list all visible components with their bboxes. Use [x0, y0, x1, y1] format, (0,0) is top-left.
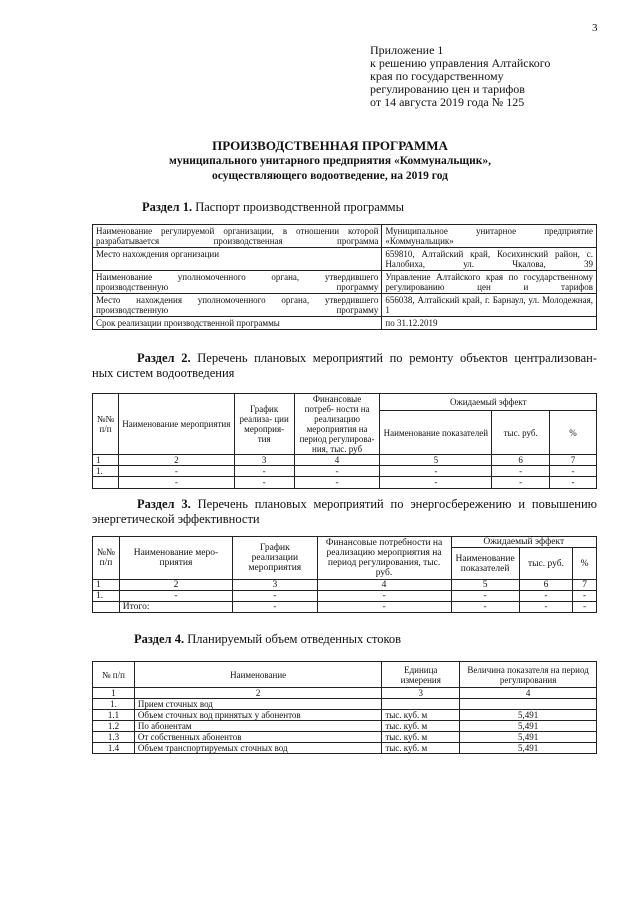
document-subtitle: осуществляющего водоотведение, на 2019 год	[212, 170, 448, 182]
table-cell: 5,491	[460, 721, 597, 732]
passport-field: Место нахождения уполномоченного органа, утвердившего производственную программу	[93, 294, 382, 317]
table-row	[93, 721, 597, 732]
section-title: энергетической эффективности	[92, 512, 260, 526]
column-header: Наименование меро- приятия	[119, 537, 232, 580]
section-label: Раздел 3.	[137, 497, 191, 511]
table-cell: -	[492, 466, 550, 477]
table-cell: -	[118, 477, 234, 489]
column-header: График реализа- ции мероприя- тия	[234, 394, 294, 455]
table-cell: 5	[451, 580, 519, 591]
table-cell: 4	[294, 455, 380, 466]
table-cell: 1.4	[93, 743, 135, 754]
section-label: Раздел 1.	[142, 200, 193, 214]
table-cell: -	[519, 602, 573, 613]
table-cell: 1.	[93, 699, 135, 710]
section-title: Перечень плановых мероприятий по энергосбережению и повышению	[197, 497, 598, 511]
column-header: Наименование мероприятия	[118, 394, 234, 455]
table-cell: 1.1	[93, 710, 135, 721]
appendix-line: регулированию цен и тарифов	[370, 82, 525, 96]
column-header: Наименование показателей	[451, 548, 519, 580]
page-number: 3	[592, 22, 598, 34]
table-cell: -	[451, 602, 519, 613]
table-cell: -	[573, 591, 597, 602]
appendix-line: от 14 августа 2019 года № 125	[370, 95, 525, 109]
table-cell: 5,491	[460, 710, 597, 721]
section-title: ных систем водоотведения	[92, 366, 235, 380]
table-cell: Прием сточных вод	[134, 699, 381, 710]
table-header-row	[93, 662, 597, 688]
table-index-row	[93, 455, 597, 466]
column-header: Ожидаемый эффект	[380, 394, 597, 411]
section-title: Планируемый объем отведенных стоков	[187, 632, 402, 646]
document-subtitle: муниципального унитарного предприятия «Коммунальщик»,	[169, 155, 491, 167]
table-cell: -	[294, 477, 380, 489]
column-header: №№ п/п	[93, 394, 119, 455]
table-cell: Объем сточных вод принятых у абонентов	[134, 710, 381, 721]
table-cell: -	[317, 602, 451, 613]
table-cell: -	[234, 466, 294, 477]
table-row	[93, 225, 597, 248]
table-cell: 7	[550, 455, 597, 466]
table-cell: По абонентам	[134, 721, 381, 732]
table-cell	[460, 699, 597, 710]
section-label: Раздел 4.	[134, 632, 185, 646]
table-cell: 1	[93, 580, 120, 591]
table-row	[93, 591, 597, 602]
table-cell: 6	[519, 580, 573, 591]
table-row	[93, 466, 597, 477]
column-header: №№ п/п	[93, 537, 120, 580]
column-header: Финансовые потреб- ности на реализацию мероприятия на период регулирова- ния, тыс. руб	[294, 394, 380, 455]
table-cell: -	[492, 477, 550, 489]
section-title: Паспорт производственной программы	[195, 200, 404, 214]
column-header: График реализации мероприятия	[233, 537, 317, 580]
passport-value: по 31.12.2019	[382, 317, 597, 330]
table-row	[93, 743, 597, 754]
table-index-row	[93, 688, 597, 699]
wastewater-volume-table	[92, 661, 597, 754]
passport-field: Наименование уполномоченного органа, утвердившего производственную программу	[93, 271, 382, 294]
column-header: Единица измерения	[382, 662, 460, 688]
appendix-line: края по государственному	[370, 69, 504, 83]
table-cell: -	[550, 466, 597, 477]
table-cell: 1.	[93, 466, 119, 477]
table-row	[93, 248, 597, 271]
table-cell: -	[119, 591, 232, 602]
table-cell: 2	[119, 580, 232, 591]
table-cell: 1.	[93, 591, 120, 602]
table-cell: 5,491	[460, 732, 597, 743]
repair-measures-table	[92, 393, 597, 489]
passport-field: Срок реализации производственной программы	[93, 317, 382, 330]
table-cell: Итого:	[119, 602, 232, 613]
section1-heading	[142, 200, 404, 215]
section-label: Раздел 2.	[137, 351, 191, 365]
table-cell	[93, 477, 119, 489]
table-cell: -	[451, 591, 519, 602]
table-row	[93, 602, 597, 613]
table-cell	[93, 602, 120, 613]
table-cell: 3	[234, 455, 294, 466]
section-title: Перечень плановых мероприятий по ремонту объектов централизован-	[197, 351, 597, 365]
table-cell	[382, 699, 460, 710]
passport-value: 659810, Алтайский край, Косихинский район, с. Налобиха, ул. Чкалова, 39	[382, 248, 597, 271]
table-cell: От собственных абонентов	[134, 732, 381, 743]
appendix-line: к решению управления Алтайского	[370, 56, 551, 70]
table-cell: -	[234, 477, 294, 489]
table-cell: тыс. куб. м	[382, 721, 460, 732]
column-header: № п/п	[93, 662, 135, 688]
column-header: тыс. руб.	[519, 548, 573, 580]
table-row	[93, 477, 597, 489]
column-header: %	[573, 548, 597, 580]
table-cell: 1	[93, 455, 119, 466]
table-cell: 1	[93, 688, 135, 699]
table-cell: -	[550, 477, 597, 489]
table-cell: -	[519, 591, 573, 602]
table-cell: 4	[317, 580, 451, 591]
table-index-row	[93, 580, 597, 591]
table-cell: тыс. куб. м	[382, 743, 460, 754]
appendix-line: Приложение 1	[370, 43, 444, 57]
passport-field: Место нахождения организации	[93, 248, 382, 271]
table-cell: тыс. куб. м	[382, 732, 460, 743]
table-cell: 5	[380, 455, 492, 466]
table-row	[93, 699, 597, 710]
table-cell: 2	[134, 688, 381, 699]
appendix-header	[370, 44, 550, 109]
energy-measures-table	[92, 536, 597, 613]
table-row	[93, 271, 597, 294]
passport-value: Муниципальное унитарное предприятие «Коммунальщик»	[382, 225, 597, 248]
column-header: Величина показателя на период регулирования	[460, 662, 597, 688]
table-row	[93, 710, 597, 721]
table-cell: 6	[492, 455, 550, 466]
table-cell: -	[294, 466, 380, 477]
column-header: тыс. руб.	[492, 411, 550, 455]
table-cell: -	[317, 591, 451, 602]
table-cell: -	[380, 466, 492, 477]
passport-table	[92, 224, 597, 330]
column-header: %	[550, 411, 597, 455]
passport-field: Наименование регулируемой организации, в отношении которой разрабатывается производственная программа	[93, 225, 382, 248]
passport-value: Управление Алтайского края по государственному регулированию цен и тарифов	[382, 271, 597, 294]
table-cell: -	[233, 591, 317, 602]
section3-heading	[92, 497, 597, 527]
table-cell: 4	[460, 688, 597, 699]
table-cell: 1.2	[93, 721, 135, 732]
section4-heading	[134, 632, 401, 647]
table-cell: 2	[118, 455, 234, 466]
table-cell: -	[233, 602, 317, 613]
document-title: ПРОИЗВОДСТВЕННАЯ ПРОГРАММА	[212, 138, 448, 153]
table-cell: Объем транспортируемых сточных вод	[134, 743, 381, 754]
table-cell: -	[118, 466, 234, 477]
passport-value: 656038, Алтайский край, г. Барнаул, ул. Молодежная, 1	[382, 294, 597, 317]
table-cell: -	[573, 602, 597, 613]
table-header-row	[93, 394, 597, 411]
table-header-row	[93, 537, 597, 548]
table-cell: 5,491	[460, 743, 597, 754]
table-cell: 3	[233, 580, 317, 591]
table-cell: 3	[382, 688, 460, 699]
table-row	[93, 732, 597, 743]
table-cell: -	[380, 477, 492, 489]
column-header: Финансовые потребности на реализацию мероприятия на период регулирования, тыс. руб.	[317, 537, 451, 580]
section2-heading	[92, 351, 597, 381]
column-header: Наименование	[134, 662, 381, 688]
table-row	[93, 317, 597, 330]
table-row	[93, 294, 597, 317]
column-header: Ожидаемый эффект	[451, 537, 597, 548]
table-cell: тыс. куб. м	[382, 710, 460, 721]
column-header: Наименование показателей	[380, 411, 492, 455]
table-cell: 1.3	[93, 732, 135, 743]
table-cell: 7	[573, 580, 597, 591]
